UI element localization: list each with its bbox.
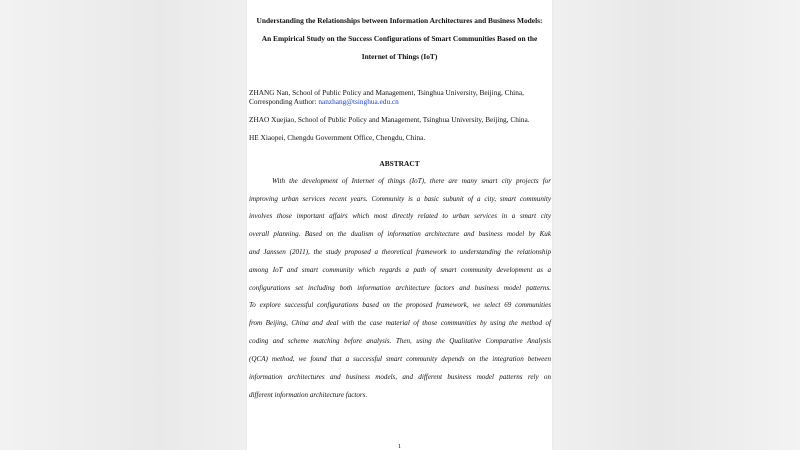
paper-title-line-1: Understanding the Relationships between Information Architectures and Business Models:	[256, 16, 543, 25]
author-1-affiliation: ZHANG Nan, School of Public Policy and Management, Tsinghua University, Beijing, China,	[249, 88, 524, 97]
corresponding-author-label: Corresponding Author:	[249, 97, 319, 106]
author-3-affiliation: HE Xiaopei, Chengdu Government Office, Chengdu, China.	[249, 133, 426, 142]
paper-title-line-2: An Empirical Study on the Success Configurations of Smart Communities Based on the	[261, 34, 538, 43]
page-number: 1	[397, 443, 402, 450]
abstract-line: involves those important affairs which most directly related to urban services in a smart city	[249, 212, 551, 220]
page-top-edge	[247, 0, 552, 1]
document-page	[247, 0, 552, 450]
author-email-link[interactable]: nanzhang@tsinghua.edu.cn	[318, 97, 399, 106]
abstract-line: (QCA) method, we found that a successful smart community depends on the integration between	[249, 355, 551, 363]
abstract-line: information architectures and business models, and different business model patterns rely on	[249, 373, 551, 381]
abstract-line: To explore successful configurations based on the proposed framework, we select 69 communities	[249, 301, 551, 309]
abstract-line: from Beijing, China and deal with the case material of those communities by using the method of	[249, 319, 551, 327]
abstract-heading: ABSTRACT	[379, 159, 420, 168]
abstract-line: With the development of Internet of things (IoT), there are many smart city projects for	[272, 177, 551, 185]
abstract-line: among IoT and smart community which regards a path of smart community development as a	[249, 266, 551, 274]
abstract-line: configurations set including both information architecture factors and business model patterns.	[249, 284, 551, 292]
corresponding-author	[249, 97, 549, 106]
abstract-line: coding and scheme matching before analysis. Then, using the Qualitative Comparative Analysis	[249, 337, 551, 345]
abstract-line: and Janssen (2011), the study proposed a theoretical framework to understanding the relationship	[249, 248, 551, 256]
paper-title-line-3: Internet of Things (IoT)	[361, 52, 438, 61]
abstract-line: improving urban services recent years. Community is a basic subunit of a city, smart community	[249, 195, 551, 203]
abstract-line: overall planning. Based on the dualism of information architecture and business model by Kuk	[249, 230, 551, 238]
author-2-affiliation: ZHAO Xuejiao, School of Public Policy and Management, Tsinghua University, Beijing, China.	[249, 115, 530, 124]
abstract-line: different information architecture factors.	[249, 391, 368, 399]
